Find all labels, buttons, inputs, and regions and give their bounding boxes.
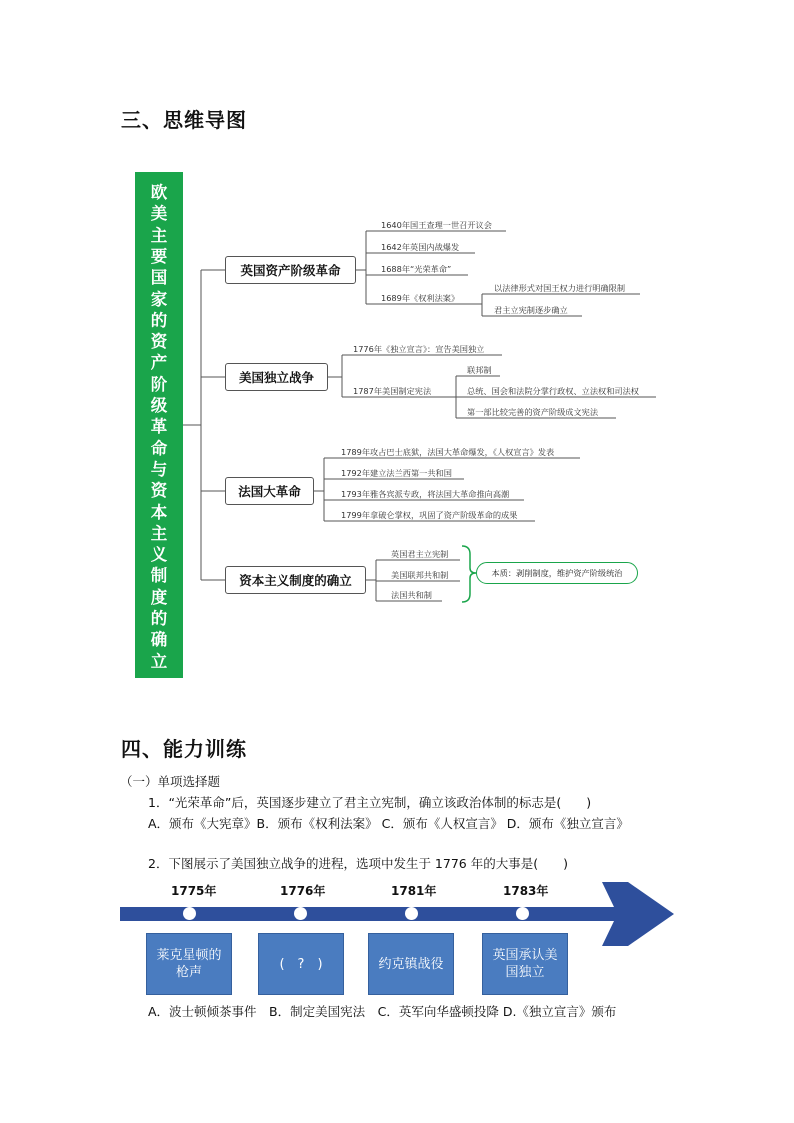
- timeline-event-box: [482, 933, 568, 995]
- timeline-event-box: [146, 933, 232, 995]
- branch-node-france: 法国大革命: [225, 477, 314, 505]
- question-2-options: A．波士顿倾茶事件 B．制定美国宪法 C．英军向华盛顿投降 D.《独立宣言》颁布: [148, 1004, 617, 1019]
- leaf-text: 1793年雅各宾派专政，将法国大革命推向高潮: [341, 489, 510, 499]
- essence-bubble: 本质：剥削制度，维护资产阶级统治: [476, 562, 638, 584]
- leaf-text: 美国联邦共和制: [391, 570, 449, 580]
- question-2-stem: 2．下图展示了美国独立战争的进程，选项中发生于 1776 年的大事是( ): [148, 856, 568, 871]
- timeline-dot: [294, 907, 307, 920]
- timeline-year: 1776年: [280, 884, 326, 898]
- subsection-title: （一）单项选择题: [120, 774, 221, 789]
- leaf-text: 英国君主立宪制: [391, 549, 449, 559]
- leaf-text: 1792年建立法兰西第一共和国: [341, 468, 452, 478]
- timeline-dot: [183, 907, 196, 920]
- branch-node-england: 英国资产阶级革命: [225, 256, 356, 284]
- question-1-stem: 1．“光荣革命”后，英国逐步建立了君主立宪制，确立该政治体制的标志是( ): [148, 795, 592, 810]
- leaf-text: 第一部比较完善的资产阶级成文宪法: [467, 407, 599, 417]
- leaf-text: 1789年攻占巴士底狱，法国大革命爆发，《人权宣言》发表: [341, 447, 555, 457]
- timeline-event-label: 约克镇战役: [378, 956, 444, 972]
- leaf-text: 君主立宪制逐步确立: [494, 305, 568, 315]
- leaf-text: 法国共和制: [391, 590, 432, 600]
- timeline-event-box: [368, 933, 454, 995]
- timeline-event-box: [258, 933, 344, 995]
- leaf-text: 1689年《权利法案》: [381, 293, 460, 303]
- branch-node-usa: 美国独立战争: [225, 363, 328, 391]
- leaf-text: 以法律形式对国王权力进行明确限制: [494, 283, 626, 293]
- leaf-text: 总统、国会和法院分掌行政权、立法权和司法权: [467, 386, 639, 396]
- timeline-year: 1781年: [391, 884, 437, 898]
- leaf-text: 1642年英国内战爆发: [381, 242, 460, 252]
- timeline-event-label: 英国承认美国独立: [492, 948, 558, 980]
- timeline-dot: [405, 907, 418, 920]
- mindmap-root-label: 欧美主要国家的资产阶级革命与资本主义制度的确立: [150, 183, 168, 671]
- timeline-event-label: ( ? ): [279, 956, 323, 972]
- mindmap-root: [135, 172, 183, 678]
- timeline-year: 1775年: [171, 884, 217, 898]
- leaf-text: 1776年《独立宣言》：宣告美国独立: [353, 344, 485, 354]
- section-title-training: 四、能力训练: [121, 737, 247, 761]
- timeline-year: 1783年: [503, 884, 549, 898]
- leaf-text: 1799年拿破仑掌权，巩固了资产阶级革命的成果: [341, 510, 518, 520]
- section-title-mindmap: 三、思维导图: [121, 108, 247, 132]
- leaf-text: 1787年美国制定宪法: [353, 386, 432, 396]
- timeline-dot: [516, 907, 529, 920]
- leaf-text: 1688年“光荣革命”: [381, 264, 452, 274]
- leaf-text: 联邦制: [467, 365, 492, 375]
- timeline-event-label: 莱克星顿的枪声: [156, 948, 222, 980]
- leaf-text: 1640年国王查理一世召开议会: [381, 220, 492, 230]
- branch-node-capitalism: 资本主义制度的确立: [225, 566, 366, 594]
- question-1-options: A．颁布《大宪章》B．颁布《权利法案》 C．颁布《人权宣言》 D．颁布《独立宣言》: [148, 816, 629, 831]
